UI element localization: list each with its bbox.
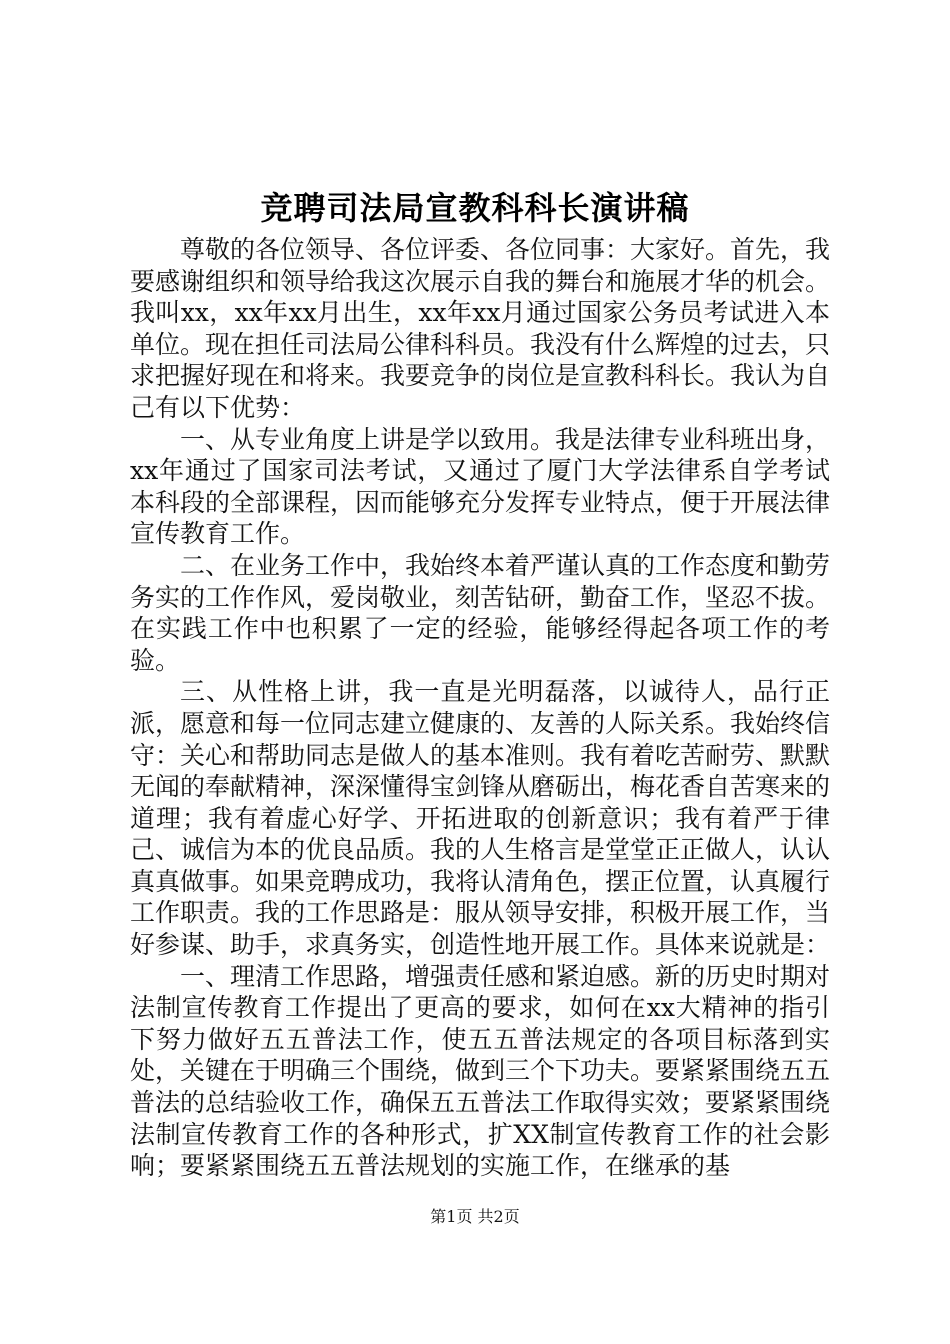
paragraph-plan-1: 一、理清工作思路，增强责任感和紧迫感。新的历史时期对法制宣传教育工作提出了更高的要求，如何在xx大精神的指引下努力做好五五普法工作，使五五普法规定的各项目标落到实处，关键在于明确三个围绕，做到三个下功夫。要紧紧围绕五五普法的总结验收工作，确保五五普法工作取得实效；要紧紧围绕法制宣传教育工作的各种形式，扩XX制宣传教育工作的社会影响；要紧紧围绕五五普法规划的实施工作，在继承的基: [130, 961, 831, 1181]
paragraph-advantage-3: 三、从性格上讲，我一直是光明磊落，以诚待人，品行正派，愿意和每一位同志建立健康的、友善的人际关系。我始终信守：关心和帮助同志是做人的基本准则。我有着吃苦耐劳、默默无闻的奉献精神，深深懂得宝剑锋从磨砺出，梅花香自苦寒来的道理；我有着虚心好学、开拓进取的创新意识；我有着严于律己、诚信为本的优良品质。我的人生格言是堂堂正正做人，认认真真做事。如果竞聘成功，我将认清角色，摆正位置，认真履行工作职责。我的工作思路是：服从领导安排，积极开展工作，当好参谋、助手，求真务实，创造性地开展工作。具体来说就是：: [130, 677, 831, 960]
paragraph-greeting: 尊敬的各位领导、各位评委、各位同事：大家好。首先，我要感谢组织和领导给我这次展示自我的舞台和施展才华的机会。我叫xx，xx年xx月出生，xx年xx月通过国家公务员考试进入本单位。现在担任司法局公律科科员。我没有什么辉煌的过去，只求把握好现在和将来。我要竞争的岗位是宣教科科长。我认为自己有以下优势：: [130, 235, 831, 422]
document-body: [130, 234, 830, 1182]
paragraph-advantage-2: 二、在业务工作中，我始终本着严谨认真的工作态度和勤劳务实的工作作风，爱岗敬业，刻苦钻研，勤奋工作，坚忍不拔。在实践工作中也积累了一定的经验，能够经得起各项工作的考验。: [130, 550, 831, 675]
page-number-footer: 第1页 共2页: [430, 1207, 520, 1226]
document-title: 竞聘司法局宣教科科长演讲稿: [260, 189, 690, 227]
paragraph-advantage-1: 一、从专业角度上讲是学以致用。我是法律专业科班出身，xx年通过了国家司法考试，又通过了厦门大学法律系自学考试本科段的全部课程，因而能够充分发挥专业特点，便于开展法律宣传教育工作。: [130, 424, 831, 549]
